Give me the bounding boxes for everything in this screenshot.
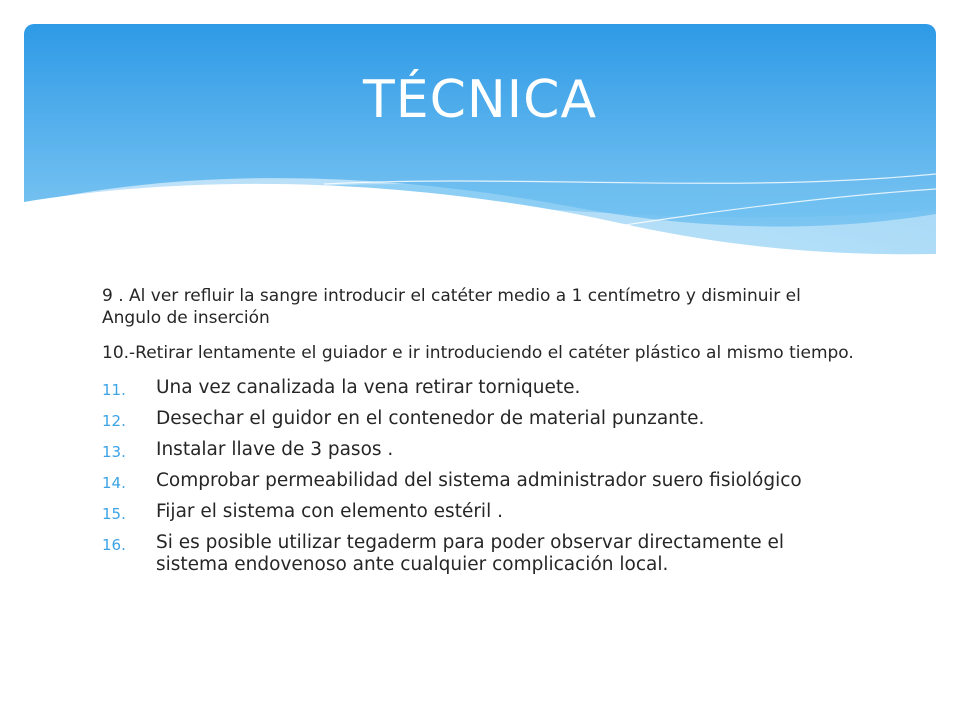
list-item-text: Una vez canalizada la vena retirar torniquete. bbox=[156, 377, 581, 398]
list-item bbox=[102, 532, 862, 576]
list-item-number: 12. bbox=[102, 412, 126, 430]
list-item bbox=[102, 470, 862, 492]
slide-body bbox=[102, 285, 862, 585]
list-item-text: Fijar el sistema con elemento estéril . bbox=[156, 501, 503, 522]
list-item-number: 16. bbox=[102, 536, 126, 554]
list-item-text: Si es posible utilizar tegaderm para poder observar directamente el sistema endovenoso ante cualquier complicación local. bbox=[156, 532, 785, 575]
header-wave-graphic bbox=[24, 24, 936, 274]
list-item bbox=[102, 377, 862, 399]
paragraph-step-10: 10.-Retirar lentamente el guiador e ir introduciendo el catéter plástico al mismo tiempo. bbox=[102, 343, 854, 363]
paragraph-step-9: 9 . Al ver refluir la sangre introducir el catéter medio a 1 centímetro y disminuir el Angulo de inserción bbox=[102, 286, 801, 328]
list-item-text: Desechar el guidor en el contenedor de material punzante. bbox=[156, 408, 705, 429]
header-banner bbox=[24, 24, 936, 274]
list-item-number: 14. bbox=[102, 474, 126, 492]
list-item bbox=[102, 408, 862, 430]
numbered-steps-list bbox=[102, 377, 862, 576]
list-item-text: Instalar llave de 3 pasos . bbox=[156, 439, 394, 460]
list-item-number: 13. bbox=[102, 443, 126, 461]
slide-title: TÉCNICA bbox=[362, 70, 598, 130]
list-item-number: 15. bbox=[102, 505, 126, 523]
list-item bbox=[102, 439, 862, 461]
list-item-text: Comprobar permeabilidad del sistema administrador suero fisiológico bbox=[156, 470, 802, 491]
list-item bbox=[102, 501, 862, 523]
list-item-number: 11. bbox=[102, 381, 126, 399]
